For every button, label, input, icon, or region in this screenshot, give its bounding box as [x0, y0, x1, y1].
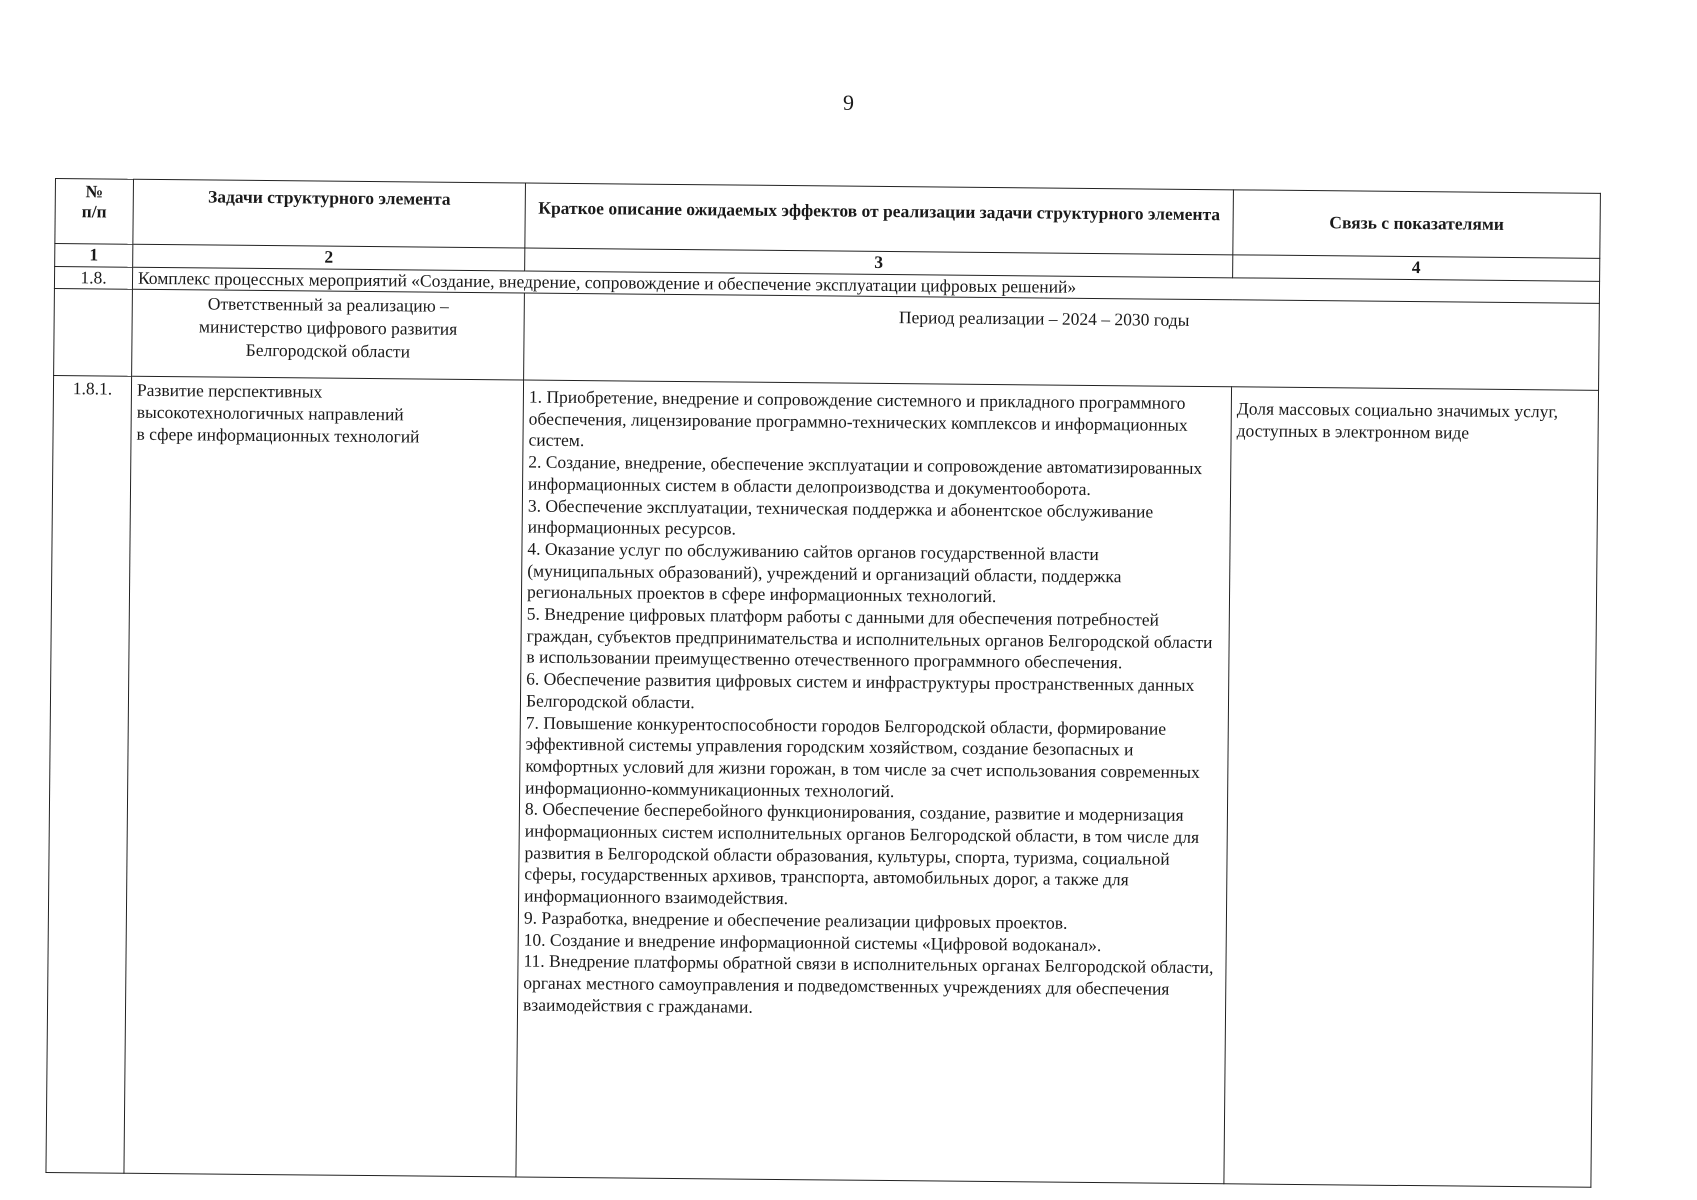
implementation-period: Период реализации – 2024 – 2030 годы — [524, 293, 1600, 390]
effect-item: 11. Внедрение платформы обратной связи в исполнительных органах Белгородской области, органах местного самоуправления и подведомственных учреждениях для обеспечения взаимодействия с гражданами. — [522, 950, 1214, 1017]
effect-item: 6. Обеспечение развития цифровых систем и инфраструктуры пространственных данных Белгородской области. — [525, 668, 1195, 713]
task-name-text: Развитие перспективных высокотехнологичных направлений в сфере информационных технологий — [136, 379, 420, 447]
responsible-text — [132, 289, 525, 380]
effect-item: 9. Разработка, внедрение и обеспечение реализации цифровых проектов. — [523, 907, 1068, 933]
effect-item: 4. Оказание услуг по обслуживанию сайтов органов государственной власти (муниципальных образований), учреждений и организаций области, поддержка региональных проектов в сфере информационных технологий. — [526, 538, 1122, 607]
header-effects: Краткое описание ожидаемых эффектов от реализации задачи структурного элемента — [525, 183, 1234, 255]
column-number: 2 — [133, 244, 525, 270]
empty-cell — [54, 288, 133, 376]
effect-item: 10. Создание и внедрение информационной системы «Цифровой водоканал». — [523, 929, 1102, 955]
page-number: 9 — [843, 90, 854, 115]
responsible-row — [54, 288, 1600, 390]
section-number: 1.8. — [54, 266, 132, 289]
effect-item: 5. Внедрение цифровых платформ работы с данными для обеспечения потребностей граждан, субъектов предпринимательства и исполнительных органов Белгородской области в использовании преимущественно отечественного программного обеспечения. — [526, 603, 1213, 673]
header-number-label: № п/п — [81, 181, 107, 222]
effect-item: 2. Создание, внедрение, обеспечение эксплуатации и сопровождение автоматизированных информационных систем в области делопроизводства и документооборота. — [527, 451, 1203, 499]
header-indicators: Связь с показателями — [1233, 190, 1601, 259]
column-number: 4 — [1233, 255, 1600, 281]
column-number: 3 — [525, 248, 1233, 277]
column-number: 1 — [55, 244, 133, 267]
header-tasks: Задачи структурного элемента — [133, 179, 526, 248]
header-number — [55, 179, 134, 245]
task-name — [124, 376, 524, 1177]
effect-item: 8. Обеспечение бесперебойного функционирования, создание, развитие и модернизация информационных систем исполнительных органов Белгородской области, в том числе для развития в Белгородской области образования, культуры, спорта, туризма, социальной сферы, государственных архивов, транспорта, автомобильных дорог, а также для информационного взаимодействия. — [524, 798, 1200, 909]
effect-item: 1. Приобретение, внедрение и сопровождение системного и прикладного программного обеспечения, лицензирование программно-технических комплексов и информационных систем. — [528, 386, 1188, 451]
effect-item: 7. Повышение конкурентоспособности городов Белгородской области, формирование эффективной системы управления городским хозяйством, создание безопасных и комфортных условий для жизни горожан, в том числе за счет использования современных информационно-коммуникационных технологий. — [525, 712, 1200, 801]
effect-item: 3. Обеспечение эксплуатации, техническая поддержка и абонентское обслуживание информационных ресурсов. — [527, 495, 1154, 539]
responsible-label: Ответственный за реализацию – министерство цифрового развития Белгородской области — [198, 293, 458, 362]
structural-element-table — [45, 178, 1600, 1188]
task-effects — [516, 380, 1232, 1184]
task-number: 1.8.1. — [46, 375, 132, 1173]
task-row — [46, 375, 1599, 1187]
task-indicator: Доля массовых социально значимых услуг, доступных в электронном виде — [1224, 387, 1599, 1187]
section-title: Комплекс процессных мероприятий «Создание, внедрение, сопровождение и обеспечение эксплуатации цифровых решений» — [132, 267, 1599, 304]
